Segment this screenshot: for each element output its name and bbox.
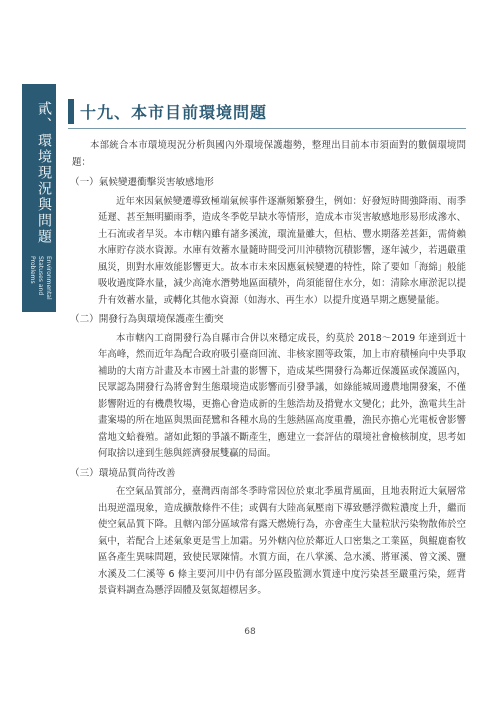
section-heading-3: （三）環境品質尚待改善 bbox=[70, 467, 176, 479]
section-body-2: 本市轄內工商開發行為自縣市合併以來穩定成長，約莫於 2018～2019 年達到近十年高峰，然而近年為配合政府吸引臺商回流、非核家園等政策，加上市府積極向中央爭取補助的大南方計畫及本市國土計畫的影響下，造成某些開發行為鄰近保護區或保護區內，民眾認為開發行為將會對生態環境造成影響而引發爭議，如綠能城周邊農地開發案，不僅影響附近的有機農牧場，更擔心會造成新的生態浩劫及揹覺水文變化；此外，漁電共生計畫案場的所在地區與黑面琵鷺和各種水鳥的生態熱區高度重疊，漁民亦擔心光電板會影響當地文蛤養殖。諸如此類的爭議不斷產生，應建立一套評估的環境社會檢核制度，思考如何取捨以達到生態與經濟發展雙贏的局面。 bbox=[98, 332, 466, 459]
chapter-english-label: Environmental Statuses and Problems bbox=[29, 256, 52, 300]
intro-paragraph: 本部統合本市環境現況分析與國內外環境保護趨勢，整理出目前本市須面對的數個環境問題： bbox=[72, 140, 466, 168]
page-number: 68 bbox=[244, 627, 256, 637]
main-content bbox=[72, 138, 466, 600]
title-divider bbox=[68, 128, 466, 129]
title-accent-bar bbox=[68, 99, 74, 124]
section-body-3: 在空氣品質部分，臺灣西南部冬季時常因位於東北季風背風面，且地表附近大氣層常出現逆溫現象，造成擴散條件不佳；或偶有大陸高氣壓南下導致懸浮微粒濃度上升，繼而使空氣品質下降。且轄內部分區域常有露天燃燒行為，亦會產生大量粒狀污染物散佈於空氣中，若配合上述氣象更是雪上加霜。另外轄內位於鄰近人口密集之工業區，與鯤鹿畜牧區各產生異味問題，致使民眾陳情。水質方面，在八掌溪、急水溪、將軍溪、曾文溪、鹽水溪及二仁溪等 6 條主要河川中仍有部分區段監測水質達中度污染甚至嚴重污染，經背景資料調查為懸浮固體及氨氮超標居多。 bbox=[98, 486, 466, 596]
chapter-side-tab bbox=[22, 84, 56, 312]
chapter-label: 貳、環境現況與問題 bbox=[36, 101, 52, 245]
section-heading-2: （二）開發行為與環境保護產生衝突 bbox=[70, 314, 224, 325]
section-body-1: 近年來因氣候變遷導致極端氣候事件逐漸頻繁發生，例如：好發短時間強降雨、雨季延遲、甚至無明顯雨季，造成冬季乾旱缺水等情形，造成本市災害敏感地形易形成滲水、土石流或者旱災。本市轄內雖有諸多溪流，環流量雖大，但枯、豐水期落差甚鉅，需倚賴水庫貯存淡水資源。水庫有效蓄水量隨時間受河川沖積物沉積影響，逐年減少，若遇嚴重風災，則對水庫效能影響更大。故本市未來因應氣候變遷的特性，除了要如「海綿」般能吸收過度降水量，減少高淹水潛勢地區面積外，尚須能留住水分，如：清除水庫淤泥以提升有效蓄水量，或轉化其他水資源（如海水、再生水）以提升度過旱期之應變量能。 bbox=[98, 195, 466, 306]
page-title: 十九、本市目前環境問題 bbox=[80, 103, 268, 122]
section-heading-1: （一）氣候變遷衝擊災害敏感地形 bbox=[70, 177, 214, 188]
